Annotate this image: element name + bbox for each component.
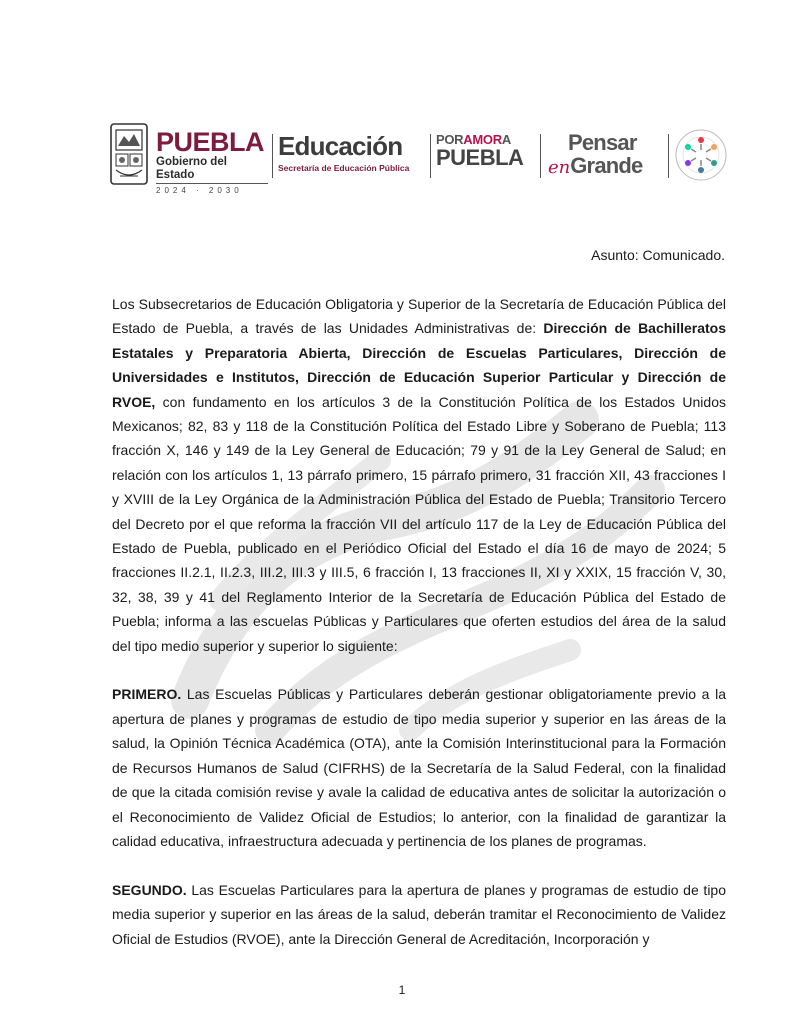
segundo-label: SEGUNDO. (112, 881, 187, 898)
intro-text-continued: con fundamento en los artículos 3 de la Constitución Política de los Estados Unidos Mexicanos; 82, 83 y 118 de la Constitución Política del Estado Libre y Soberano de Puebla; 113 fracción X, 146 y 149 de la Ley General de Educación; 79 y 91 de la Ley General de Salud; en relación con los artículos 1, 13 párrafo primero, 15 párrafo primero, 31 fracción XII, 43 fracciones I y XVIII de la Ley Orgánica de la Administración Pública del Estado de Puebla; Transitorio Tercero del Decreto por el que reforma la fracción VII del artículo 117 de la Ley de Educación Pública del Estado de Puebla, publicado en el Periódico Oficial del Estado el día 16 de mayo de 2024; 5 fracciones II.2.1, II.2.3, III.2, III.3 y III.5, 6 fracción I, 13 fracciones II, XI y XXIX, 15 fracción V, 30, 32, 38, 39 y 41 del Reglamento Interior de la Secretaría de Educación Pública del Estado de Puebla; informa a las escuelas Públicas y Particulares que oferten estudios del área de la salud del tipo medio superior y superior lo siguiente: (112, 393, 726, 654)
amor-highlight: AMOR (463, 132, 502, 147)
education-subtitle: Secretaría de Educación Pública (278, 163, 410, 173)
primero-label: PRIMERO. (112, 686, 182, 703)
intro-bold-units: Dirección de Bachilleratos Estatales y Preparatoria Abierta, Dirección de Escuelas Particulares, Dirección de Universidades e Institutos, Dirección de Educación Superior Particular y Dirección de RVOE, (112, 320, 726, 410)
logo-divider (430, 134, 431, 178)
logo-divider (272, 134, 273, 178)
puebla-years: 2024 · 2030 (156, 186, 243, 195)
puebla-title: PUEBLA (156, 127, 265, 157)
inclusion-circle-icon (674, 128, 728, 182)
segundo-paragraph (112, 878, 726, 951)
primero-text: Las Escuelas Públicas y Particulares deberán gestionar obligatoriamente previo a la apertura de planes y programas de estudio de tipo media superior y superior en las áreas de la salud, la Opinión Técnica Académica (OTA), ante la Comisión Interinstitucional para la Formación de Recursos Humanos de Salud (CIFRHS) de la Secretaría de la Salud Federal, con la finalidad de que la citada comisión revise y avale la calidad de educativa antes de solicitar la autorización o el Reconocimiento de Validez Oficial de Estudios; lo anterior, con la finalidad de garantizar la calidad educativa, infraestructura adecuada y pertinencia de los planes de programas. (112, 686, 726, 849)
amor-prefix: POR (436, 132, 464, 147)
education-logo (278, 132, 426, 173)
document-body (112, 292, 726, 951)
subject-line: Asunto: Comunicado. (591, 247, 725, 263)
pensar-en-word: en (548, 157, 571, 178)
education-title: Educación (278, 131, 403, 161)
pensar-word: Pensar (568, 130, 637, 155)
por-amor-a-puebla-logo (436, 132, 534, 169)
header-logos (108, 120, 728, 195)
pensar-en-grande-logo (548, 132, 666, 180)
page-number: 1 (398, 983, 406, 997)
intro-text: Los Subsecretarios de Educación Obligatoria y Superior de la Secretaría de Educación Pública del Estado de Puebla, a través de las Unidades Administrativas de: (112, 296, 726, 337)
logo-divider (668, 134, 669, 178)
pensar-grande-word: Grande (570, 153, 643, 178)
state-seal-icon (108, 120, 150, 188)
primero-paragraph (112, 682, 726, 853)
puebla-subtitle: Gobierno del Estado (156, 156, 268, 184)
puebla-government-logo (156, 128, 268, 195)
intro-paragraph (112, 292, 726, 658)
amor-puebla: PUEBLA (436, 145, 524, 170)
logo-divider (540, 134, 541, 178)
amor-suffix: A (501, 132, 511, 147)
segundo-text: Las Escuelas Particulares para la apertura de planes y programas de estudio de tipo media superior y superior en las áreas de la salud, deberán tramitar el Reconocimiento de Validez Oficial de Estudios (RVOE), ante la Dirección General de Acreditación, Incorporación y (112, 881, 726, 947)
